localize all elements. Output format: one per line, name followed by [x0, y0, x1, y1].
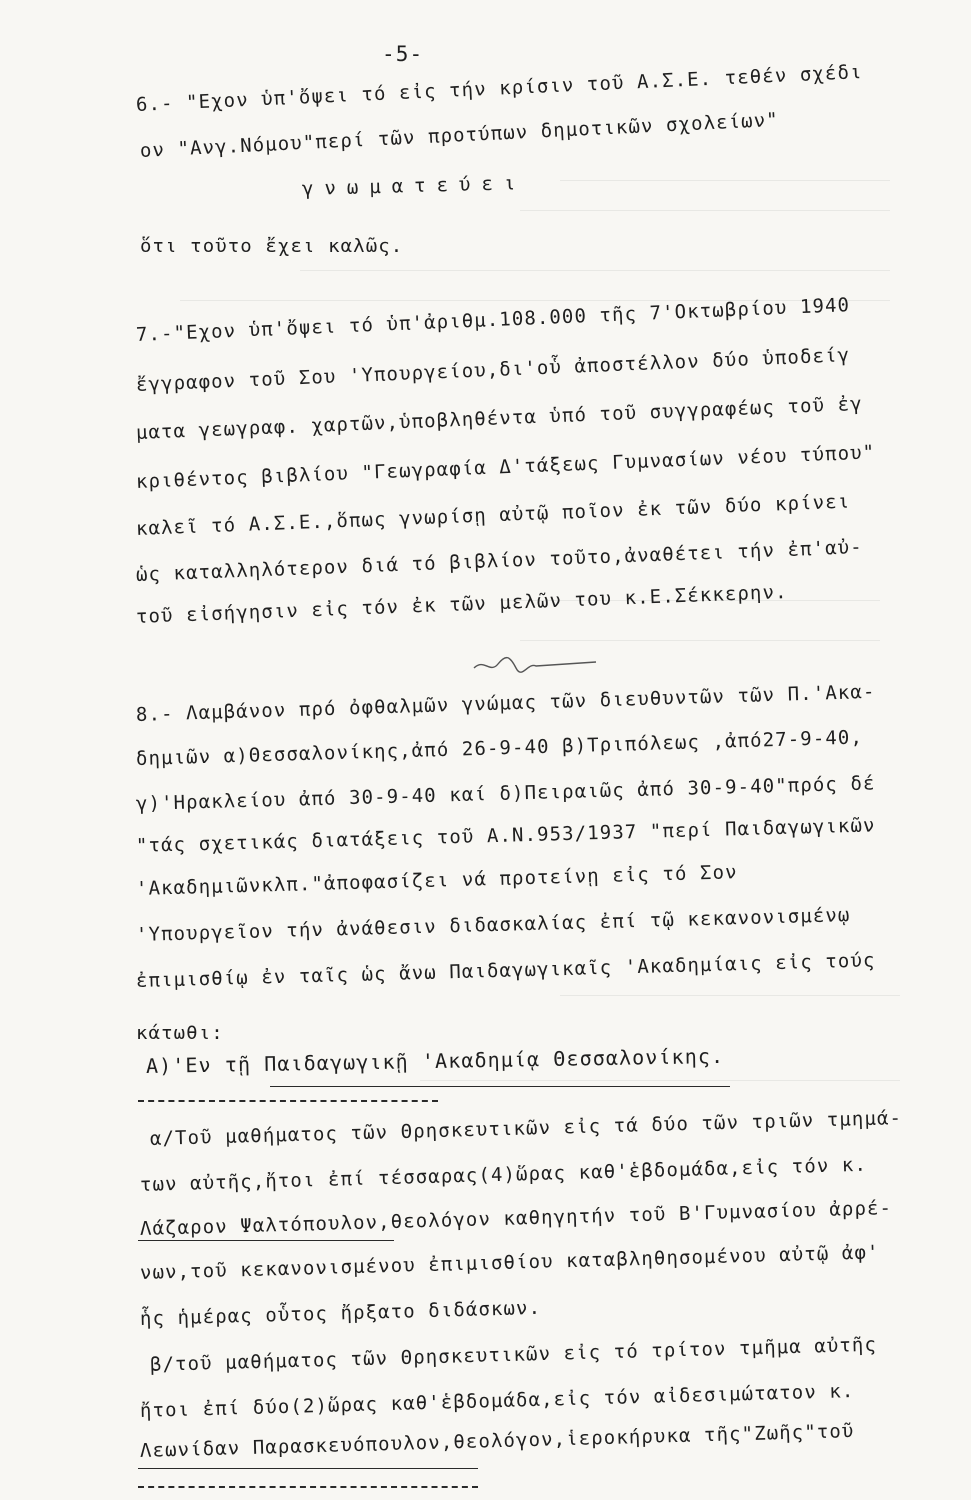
section-7-line-2: ἔγγραφον τοῦ Σου 'Υπουργείου,δι'οὗ ἀποστέλλον δύο ὑποδείγ — [135, 344, 851, 396]
heading-underline — [270, 1086, 730, 1087]
section-6-line-2: ον "Ανγ.Νόμου"περί τῶν προτύπων δημοτικῶν σχολείων" — [139, 108, 780, 162]
bleed-through-line — [560, 180, 890, 181]
section-8-line-4: "τάς σχετικάς διατάξεις τοῦ Α.Ν.953/1937 "περί Παιδαγωγικῶν — [135, 814, 876, 857]
bottom-dashed-rule — [138, 1486, 478, 1488]
section-8-line-8: κάτωθι: — [136, 1022, 224, 1044]
page-number: -5- — [382, 42, 424, 66]
section-7-line-1: 7.-"Εχον ὑπ'ὄψει τό ὑπ'ἀριθμ.108.000 τῆς 7'Οκτωβρίου 1940 — [135, 294, 851, 346]
heading-dashed-rule — [138, 1100, 438, 1102]
section-8-line-1: 8.- Λαμβάνον πρό ὀφθαλμῶν γνώμας τῶν διευθυντῶν τῶν Π.'Ακα- — [135, 680, 876, 726]
section-6-line-4: ὅτι τοῦτο ἔχει καλῶς. — [140, 235, 404, 257]
section-7-line-6: ὡς καταλληλότερον διά τό βιβλίον τοῦτο,ἀναθέτει τήν ἐπ'αὐ- — [135, 536, 864, 586]
bleed-through-line — [420, 1080, 900, 1081]
section-7-line-4: κριθέντος βιβλίου "Γεωγραφία Δ'τάξεως Γυμνασίων νέου τύπου" — [135, 441, 876, 493]
item-b-line-3: Λεωνίδαν Παρασκευόπουλον,θεολόγον,ἱεροκήρυκα τῆς"Ζωῆς"τοῦ — [139, 1420, 855, 1462]
bleed-through-line — [520, 210, 890, 211]
item-b-line-2: ἤτοι ἐπί δύο(2)ὥρας καθ'ἑβδομάδα,εἰς τόν αἰδεσιμώτατον κ. — [139, 1380, 855, 1422]
bleed-through-line — [300, 270, 890, 271]
item-a-line-5: ἧς ἡμέρας οὗτος ἤρξατο διδάσκων. — [139, 1296, 542, 1330]
section-8-line-5: 'Ακαδημιῶνκλπ."ἀποφασίζει νά προτείνῃ εἰς τό Σον — [135, 861, 738, 900]
bleed-through-line — [520, 640, 880, 641]
name-underline — [138, 1468, 478, 1469]
section-8-line-7: ἐπιμισθίῳ ἐν ταῖς ὡς ἄνω Παιδαγωγικαῖς 'Ακαδημίαις εἰς τούς — [135, 949, 876, 992]
item-a-line-1: α/Τοῦ μαθήματος τῶν Θρησκευτικῶν εἰς τά δύο τῶν τριῶν τμημά- — [149, 1106, 903, 1150]
section-8-line-3: γ)'Ηρακλείου ἀπό 30-9-40 καί δ)Πειραιῶς ἀπό 30-9-40"πρός δέ — [135, 772, 876, 815]
section-7-line-7: τοῦ εἰσήγησιν εἰς τόν ἐκ τῶν μελῶν του κ.Ε.Σέκκερην. — [135, 580, 788, 628]
item-b-line-1: β/τοῦ μαθήματος τῶν Θρησκευτικῶν εἰς τό τρίτον τμῆμα αὐτῆς — [149, 1333, 878, 1376]
section-8-line-6: 'Υπουργεῖον τήν ἀνάθεσιν διδασκαλίας ἐπί τῷ κεκανονισμένῳ — [135, 904, 851, 946]
item-a-line-3: Λάζαρον Ψαλτόπουλον,θεολόγον καθηγητήν τοῦ Β'Γυμνασίου ἀρρέ- — [139, 1196, 893, 1240]
handwritten-scribble-mark — [470, 650, 600, 680]
section-6-line-1: 6.- "Εχον ὑπ'ὄψει τό εἰς τήν κρίσιν τοῦ Α.Σ.Ε. τεθέν σχέδι — [135, 61, 863, 116]
section-7-line-5: καλεῖ τό Α.Σ.Ε.,ὅπως γνωρίσῃ αὐτῷ ποῖον ἐκ τῶν δύο κρίνει — [135, 490, 851, 540]
subsection-a-heading: Α)'Εν τῇ Παιδαγωγικῇ 'Ακαδημίᾳ Θεσσαλονίκης. — [145, 1043, 725, 1078]
name-underline — [138, 1240, 394, 1241]
item-a-line-4: νων,τοῦ κεκανονισμένου ἐπιμισθίου καταβληθησομένου αὐτῷ ἀφ' — [139, 1241, 880, 1284]
bleed-through-line — [560, 995, 900, 996]
section-7-line-3: ματα γεωγραφ. χαρτῶν,ὑποβληθέντα ὑπό τοῦ συγγραφέως τοῦ ἐγ — [135, 392, 864, 444]
item-a-line-2: των αὐτῆς,ἤτοι ἐπί τέσσαρας(4)ὥρας καθ'ἑβδομάδα,εἰς τόν κ. — [139, 1153, 868, 1196]
section-8-line-2: δημιῶν α)Θεσσαλονίκης,ἀπό 26-9-40 β)Τριπόλεως ,ἀπό27-9-40, — [135, 726, 864, 770]
section-6-verb-gnomateuei: γνωματεύει — [301, 172, 527, 200]
